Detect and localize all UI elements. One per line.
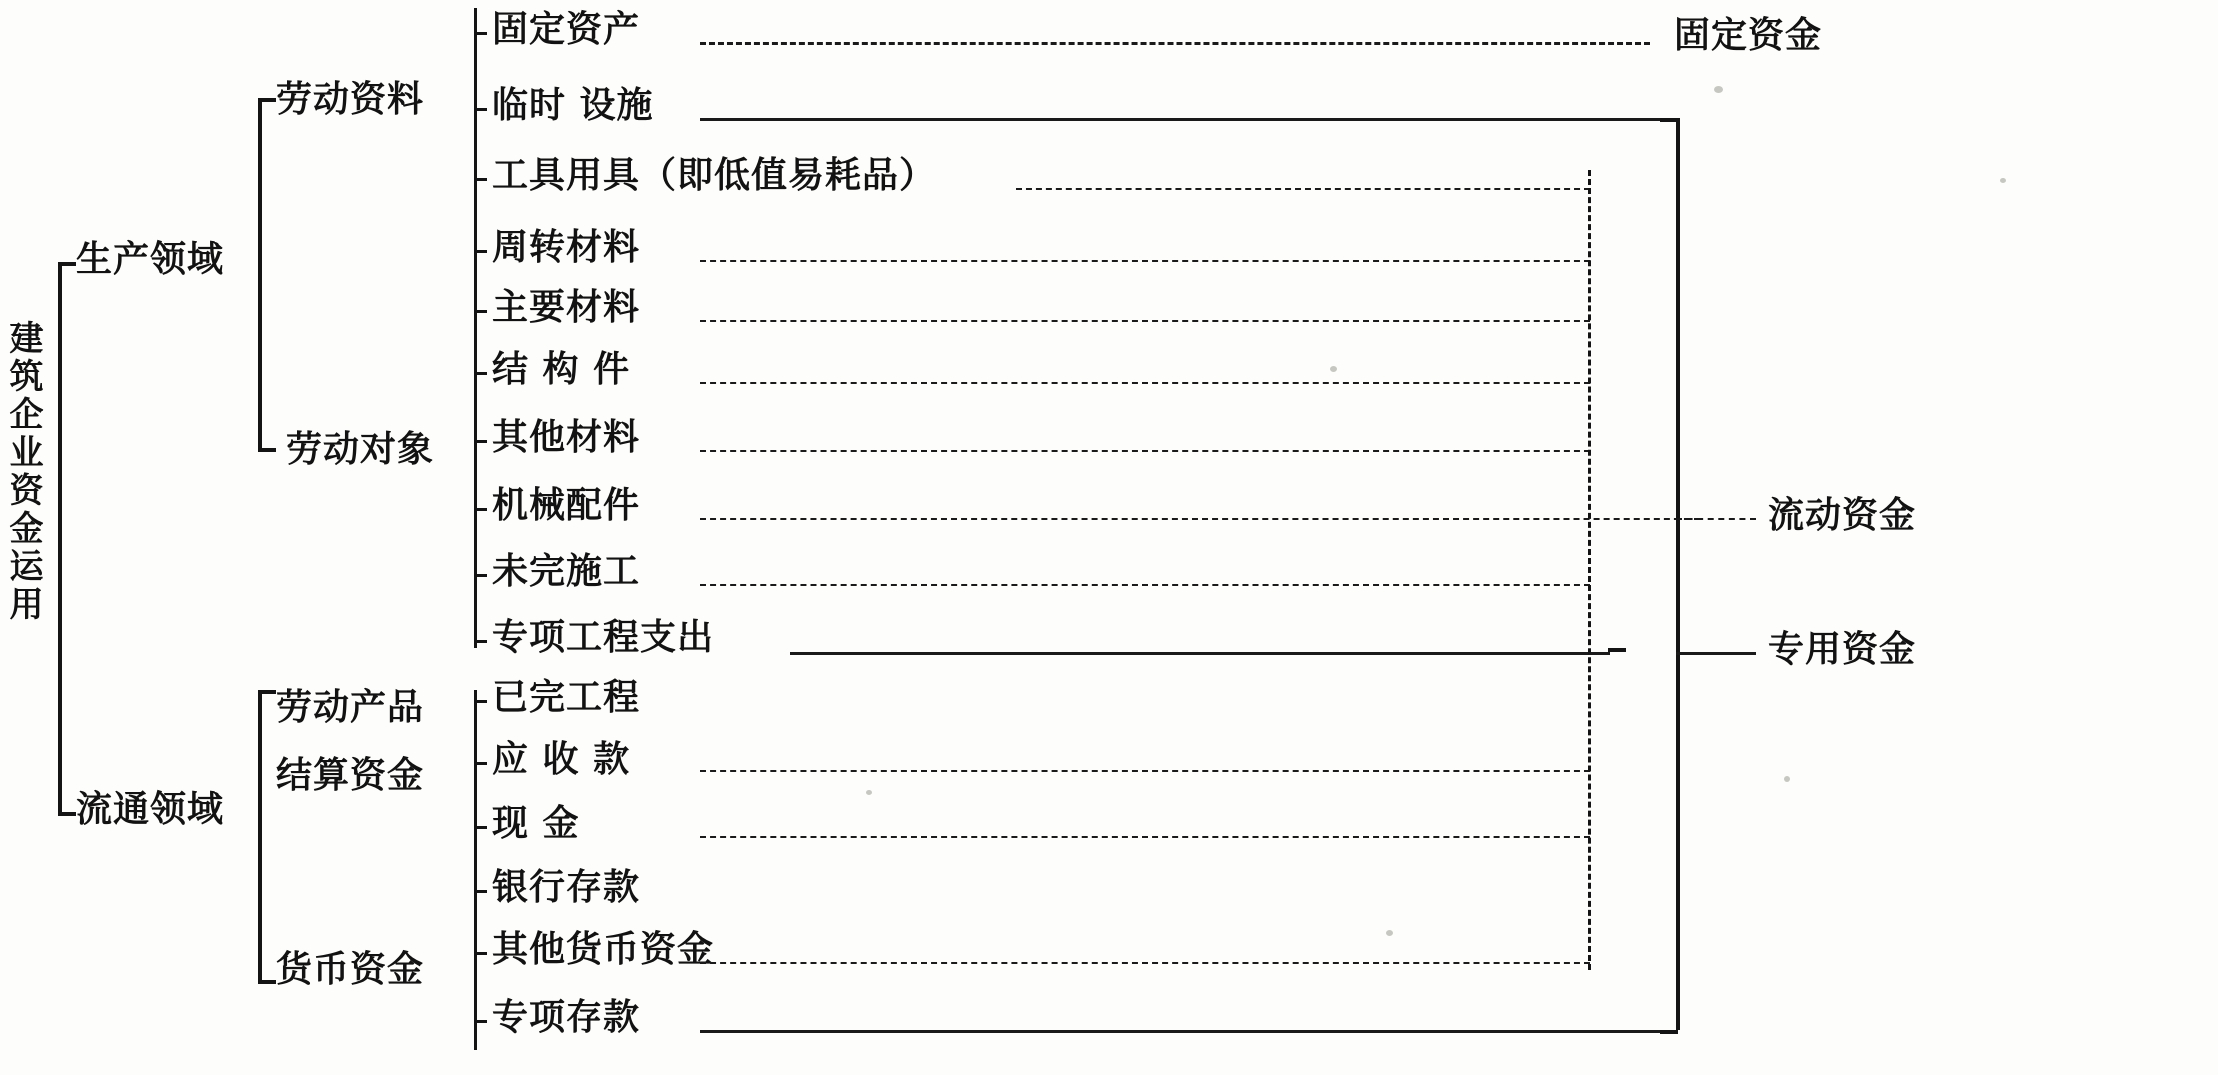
leaf-label-machine-parts: 机械配件 — [492, 485, 641, 526]
level2-label-monetary-funds: 货币资金 — [276, 949, 425, 990]
connector-current-funds — [1676, 518, 1756, 520]
leader-fixed-assets — [700, 42, 1650, 45]
level2-label-labor-products: 劳动产品 — [276, 687, 425, 728]
leaf-tick-6 — [474, 372, 487, 375]
leaf-tick-9 — [474, 574, 487, 577]
leaf-tick-5 — [474, 310, 487, 313]
root-bracket-spine — [58, 262, 62, 812]
leaf-label-revolving-materials: 周转材料 — [492, 227, 641, 268]
leaf-tick-4 — [474, 250, 487, 253]
leaf-label-fixed-assets: 固定资产 — [492, 9, 641, 50]
level1-label-circulation: 流通领域 — [76, 789, 225, 830]
leader-other-materials — [700, 450, 1590, 452]
right-outer-bracket-tick-bottom — [1660, 1030, 1678, 1034]
leaf-label-special-deposits: 专项存款 — [492, 997, 641, 1038]
right-group-label-current-funds: 流动资金 — [1768, 495, 1917, 536]
level2-label-labor-objects: 劳动对象 — [286, 429, 435, 470]
scan-speck-3 — [1784, 776, 1790, 782]
leaf-tick-11 — [474, 700, 487, 703]
leaf-tick-1 — [474, 32, 487, 35]
leaf-label-other-materials: 其他材料 — [492, 417, 641, 458]
leaf-label-main-materials: 主要材料 — [492, 287, 641, 328]
leader-machine-parts — [700, 518, 1700, 520]
leader-cash — [700, 836, 1590, 838]
leaf-label-finished-projects: 已完工程 — [492, 677, 641, 718]
circulation-bracket-tick-bottom — [258, 980, 276, 984]
leader-receivables — [700, 770, 1590, 772]
leaf-tick-16 — [474, 1020, 487, 1023]
scan-speck-6 — [2000, 178, 2006, 183]
leader-revolving-materials — [700, 260, 1590, 262]
leaf-label-temporary-facilities: 临时 设施 — [492, 85, 654, 126]
level2-label-settlement-funds: 结算资金 — [276, 755, 425, 796]
leader-structural-parts — [700, 382, 1590, 384]
leaf-label-cash: 现 金 — [492, 803, 580, 844]
root-bracket-tick-bottom — [58, 812, 76, 816]
special-funds-branch-tick — [1608, 648, 1626, 652]
connector-special-funds — [1676, 652, 1756, 655]
scan-speck-2 — [1330, 366, 1337, 372]
leaf-label-structural-parts: 结 构 件 — [492, 349, 631, 390]
leaf-label-special-project-expenditure: 专项工程支出 — [492, 617, 715, 658]
leaf-tick-13 — [474, 826, 487, 829]
level2-label-labor-materials: 劳动资料 — [276, 79, 425, 120]
leaf-label-bank-deposits: 银行存款 — [492, 867, 641, 908]
leader-unfinished-construction — [700, 584, 1590, 586]
leader-special-deposits — [700, 1030, 1660, 1033]
leaf-label-other-monetary-funds: 其他货币资金 — [492, 929, 715, 970]
leaf-label-unfinished-construction: 未完施工 — [492, 551, 641, 592]
leaf-bracket-spine-upper — [474, 8, 477, 648]
leaf-tick-15 — [474, 952, 487, 955]
leaf-bracket-spine-lower — [474, 690, 477, 1050]
scan-speck-5 — [1386, 930, 1393, 936]
circulation-bracket-tick-top — [258, 690, 276, 694]
level1-label-production: 生产领域 — [76, 239, 225, 280]
leader-other-monetary-funds — [700, 962, 1590, 964]
leaf-tick-7 — [474, 440, 487, 443]
leader-special-project-expenditure — [790, 652, 1610, 655]
scan-speck-4 — [866, 790, 872, 795]
leaf-tick-8 — [474, 508, 487, 511]
production-bracket-tick-top — [258, 98, 276, 102]
leader-tools — [1016, 188, 1590, 190]
right-outer-bracket-spine — [1676, 118, 1680, 1030]
right-group-label-special-funds: 专用资金 — [1768, 629, 1917, 670]
right-outer-bracket-tick-top — [1660, 118, 1678, 122]
leaf-tick-14 — [474, 890, 487, 893]
leader-main-materials — [700, 320, 1590, 322]
production-bracket-spine — [258, 98, 262, 448]
leader-temporary-facilities — [700, 118, 1680, 121]
leaf-tick-12 — [474, 762, 487, 765]
production-bracket-tick-bottom — [258, 448, 276, 452]
leaf-tick-3 — [474, 178, 487, 181]
leaf-tick-2 — [474, 108, 487, 111]
leaf-label-receivables: 应 收 款 — [492, 739, 631, 780]
root-label: 建筑企业资金运用 — [3, 320, 43, 624]
root-bracket-tick-top — [58, 262, 76, 266]
current-funds-collector-spine — [1588, 170, 1591, 970]
right-group-label-fixed-funds: 固定资金 — [1674, 15, 1823, 56]
leaf-tick-10 — [474, 640, 487, 643]
circulation-bracket-spine — [258, 690, 262, 980]
scan-speck-1 — [1714, 86, 1723, 93]
leaf-label-tools: 工具用具（即低值易耗品） — [492, 155, 937, 196]
